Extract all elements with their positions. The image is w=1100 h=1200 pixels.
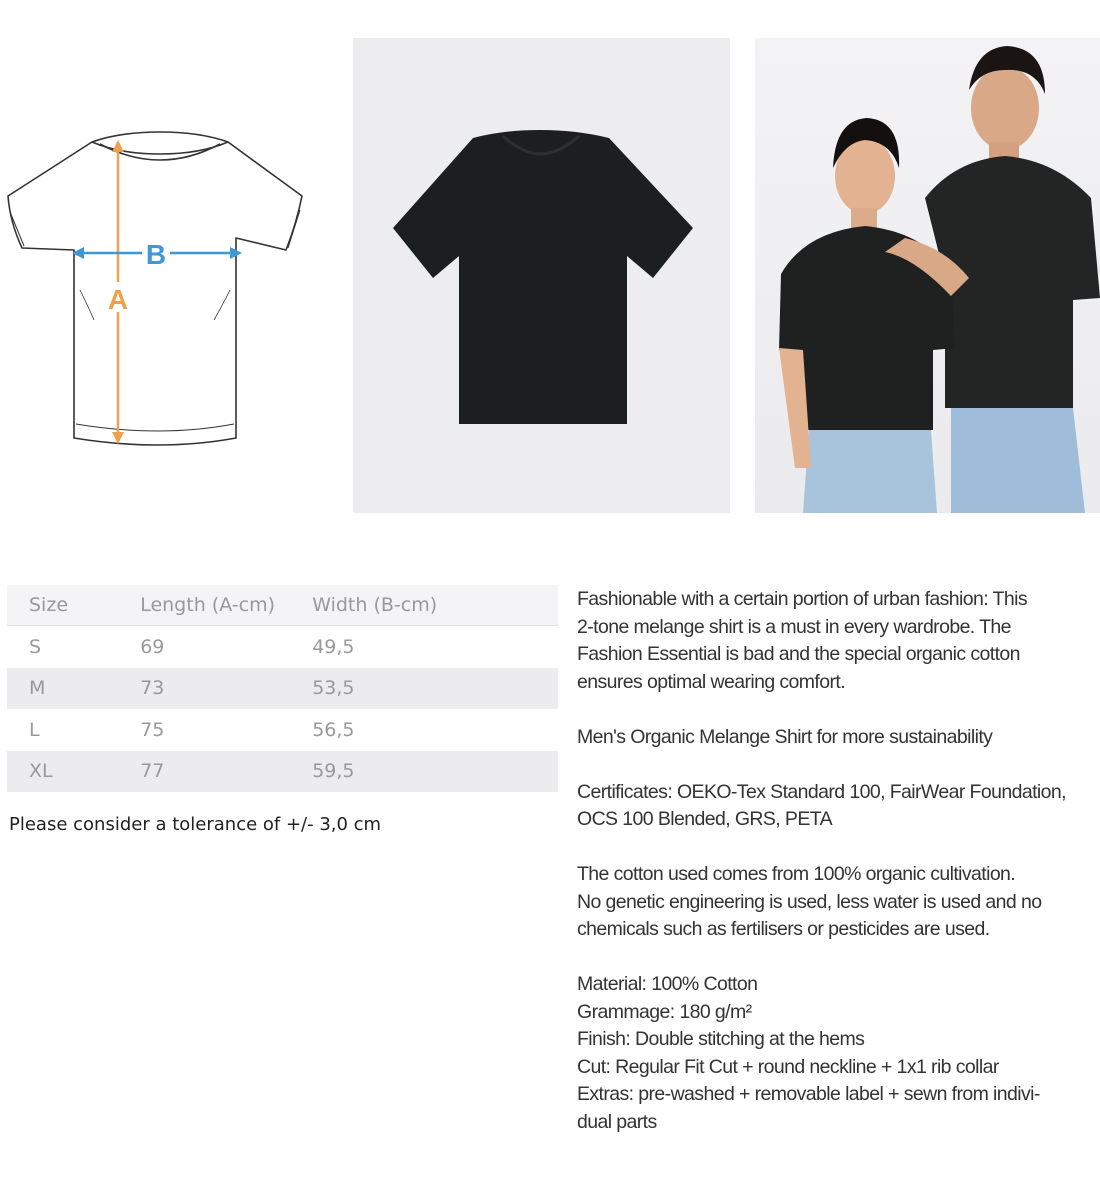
header-size: Size <box>7 585 118 626</box>
size-chart-header-row <box>7 585 558 626</box>
size-cell: XL <box>29 760 53 783</box>
table-row <box>7 626 558 668</box>
models-image <box>755 38 1100 513</box>
tolerance-note: Please consider a tolerance of +/- 3,0 cm <box>9 814 382 835</box>
table-row <box>7 709 558 751</box>
length-cell: 73 <box>140 677 165 700</box>
length-cell: 77 <box>140 760 165 783</box>
size-cell: L <box>29 718 40 741</box>
label-a: A <box>107 284 129 315</box>
label-b: B <box>145 239 167 270</box>
measurement-diagram <box>0 120 320 460</box>
header-width: Width (B-cm) <box>290 585 558 626</box>
model-photo <box>755 38 1100 513</box>
width-cell: 56,5 <box>312 718 355 741</box>
product-description <box>577 586 1077 1164</box>
size-cell: M <box>29 677 46 700</box>
size-chart-table <box>7 585 558 792</box>
size-cell: S <box>29 635 42 658</box>
width-cell: 49,5 <box>312 635 355 658</box>
description-cotton: The cotton used comes from 100% organic cultivation. No genetic engineering is used, less water is used and no chemicals such as fertilisers or pesticides are used. <box>577 863 1042 940</box>
description-intro: Fashionable with a certain portion of urban fashion: This 2-tone melange shirt is a must in every wardrobe. The Fashion Essential is bad and the special organic cotton ensures optimal wearing comfort. <box>577 588 1027 693</box>
width-cell: 53,5 <box>312 677 355 700</box>
header-length: Length (A-cm) <box>118 585 290 626</box>
tshirt-flat-image <box>353 38 730 513</box>
description-certificates: Certificates: OEKO-Tex Standard 100, FairWear Foundation, OCS 100 Blended, GRS, PETA <box>577 780 1066 830</box>
table-row <box>7 751 558 793</box>
description-tagline: Men's Organic Melange Shirt for more sustainability <box>577 725 993 748</box>
description-specs: Material: 100% Cotton Grammage: 180 g/m² Finish: Double stitching at the hems Cut: Regular Fit Cut + round neckline + 1x1 rib collar Extras: pre-washed + removable label + sewn from indivi- dual parts <box>577 973 1040 1133</box>
product-photo <box>353 38 730 513</box>
length-cell: 75 <box>140 718 165 741</box>
width-cell: 59,5 <box>312 760 355 783</box>
table-row <box>7 668 558 710</box>
length-cell: 69 <box>140 635 165 658</box>
